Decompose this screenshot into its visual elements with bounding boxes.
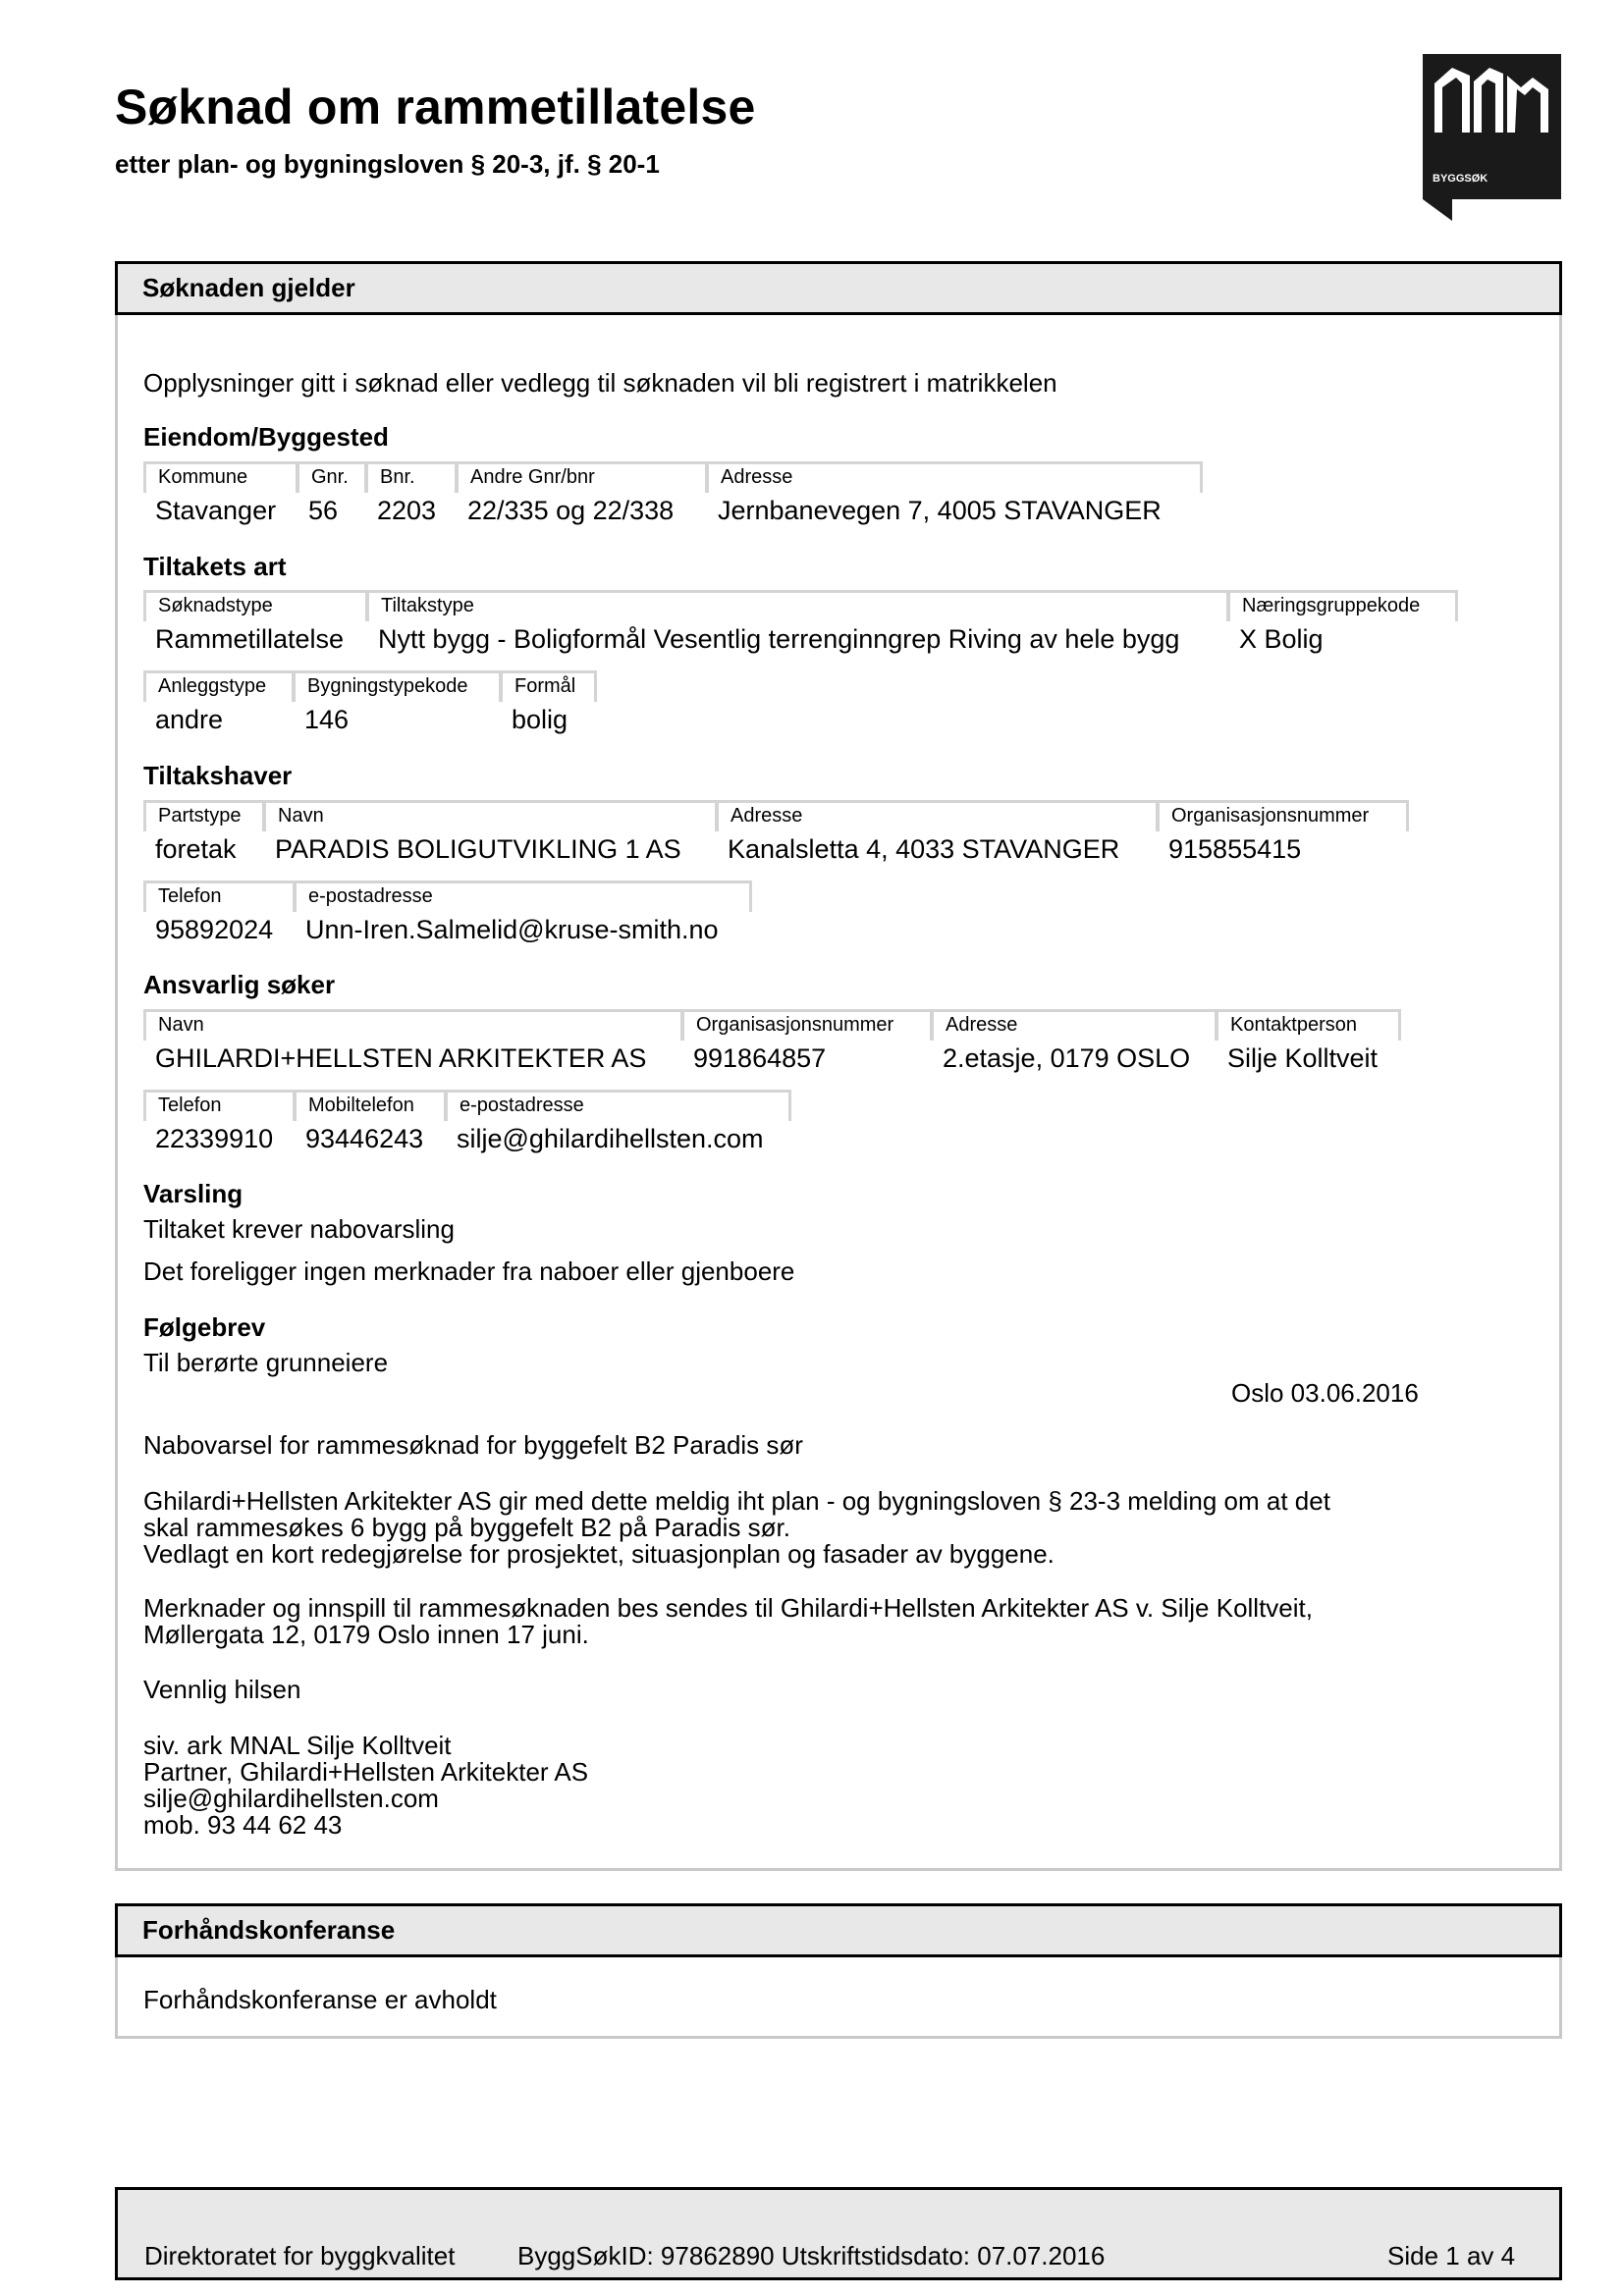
ansvarlig-telefon-value: 22339910 — [155, 1124, 274, 1153]
ansvarlig-adresse-field — [931, 1009, 1215, 1076]
forhandskonferanse-text: Forhåndskonferanse er avholdt — [143, 1985, 497, 2014]
folgebrev-paragraph-2-line-2: Møllergata 12, 0179 Oslo innen 17 juni. — [143, 1620, 589, 1649]
soknadstype-label: Søknadstype — [143, 590, 365, 621]
ansvarlig-adresse-value: 2.etasje, 0179 OSLO — [943, 1043, 1191, 1073]
signature-line-3: silje@ghilardihellsten.com — [143, 1784, 439, 1813]
footer-page-number: Side 1 av 4 — [1387, 2241, 1516, 2270]
bnr-label: Bnr. — [365, 461, 455, 493]
andre-gnr-label: Andre Gnr/bnr — [456, 461, 705, 493]
ansvarlig-epost-field — [445, 1090, 788, 1156]
varsling-heading: Varsling — [143, 1179, 243, 1208]
tiltakshaver-epost-value: Unn-Iren.Salmelid@kruse-smith.no — [305, 915, 719, 944]
ansvarlig-soker-heading: Ansvarlig søker — [143, 970, 336, 999]
folgebrev-paragraph-1-line-1: Ghilardi+Hellsten Arkitekter AS gir med dette meldig iht plan - og bygningsloven § 23-3 melding om at det — [143, 1486, 1330, 1516]
folgebrev-paragraph-1-line-3: Vedlagt en kort redegjørelse for prosjektet, situasjonplan og fasader av byggene. — [143, 1539, 1055, 1569]
tiltakshaver-epost-field — [294, 881, 749, 947]
tiltakshaver-adresse-field — [716, 800, 1156, 867]
tiltakshaver-adresse-value: Kanalsletta 4, 4033 STAVANGER — [728, 834, 1120, 864]
ansvarlig-telefon-label: Telefon — [143, 1090, 293, 1121]
anleggstype-label: Anleggstype — [143, 670, 292, 702]
tiltakshaver-heading: Tiltakshaver — [143, 761, 293, 790]
bygningstypekode-label: Bygningstypekode — [293, 670, 499, 702]
signature-line-1: siv. ark MNAL Silje Kolltveit — [143, 1731, 452, 1760]
kommune-label: Kommune — [143, 461, 296, 493]
anleggstype-field — [143, 670, 292, 737]
ansvarlig-org-value: 991864857 — [693, 1043, 827, 1073]
naeringsgruppekode-label: Næringsgruppekode — [1227, 590, 1455, 621]
eiendom-adresse-field — [706, 461, 1200, 528]
naeringsgruppekode-value: X Bolig — [1239, 624, 1324, 654]
kontaktperson-field — [1216, 1009, 1398, 1076]
bygningstypekode-value: 146 — [304, 705, 350, 734]
byggsok-logo — [1423, 54, 1561, 221]
folgebrev-date: Oslo 03.06.2016 — [1231, 1378, 1419, 1408]
footer-byggsok-id: ByggSøkID: 97862890 Utskriftstidsdato: 07.07.2016 — [517, 2241, 1106, 2270]
tiltakshaver-telefon-field — [143, 881, 293, 947]
tiltakshaver-navn-label: Navn — [263, 800, 715, 831]
tiltakshaver-telefon-value: 95892024 — [155, 915, 274, 944]
ansvarlig-navn-value: GHILARDI+HELLSTEN ARKITEKTER AS — [155, 1043, 647, 1073]
gnr-value: 56 — [308, 496, 339, 525]
tiltak-heading: Tiltakets art — [143, 552, 287, 581]
eiendom-heading: Eiendom/Byggested — [143, 422, 389, 452]
bygningstypekode-field — [293, 670, 499, 737]
section-heading: Søknaden gjelder — [115, 261, 1562, 315]
ansvarlig-navn-label: Navn — [143, 1009, 680, 1041]
formal-field — [500, 670, 594, 737]
page-footer — [115, 2187, 1562, 2280]
folgebrev-paragraph-1-line-2: skal rammesøkes 6 bygg på byggefelt B2 på Paradis sør. — [143, 1513, 790, 1542]
footer-organization: Direktoratet for byggkvalitet — [144, 2241, 456, 2270]
tiltakshaver-navn-value: PARADIS BOLIGUTVIKLING 1 AS — [275, 834, 681, 864]
partstype-field — [143, 800, 262, 867]
ansvarlig-org-label: Organisasjonsnummer — [681, 1009, 930, 1041]
formal-label: Formål — [500, 670, 594, 702]
kommune-field — [143, 461, 296, 528]
ansvarlig-org-field — [681, 1009, 930, 1076]
mobiltelefon-label: Mobiltelefon — [294, 1090, 444, 1121]
tiltakshaver-adresse-label: Adresse — [716, 800, 1156, 831]
tiltakshaver-navn-field — [263, 800, 715, 867]
signature-line-4: mob. 93 44 62 43 — [143, 1810, 343, 1840]
eiendom-adresse-label: Adresse — [706, 461, 1200, 493]
formal-value: bolig — [512, 705, 568, 734]
gnr-field — [297, 461, 364, 528]
ansvarlig-epost-value: silje@ghilardihellsten.com — [457, 1124, 764, 1153]
ansvarlig-epost-label: e-postadresse — [445, 1090, 788, 1121]
naeringsgruppekode-field — [1227, 590, 1455, 657]
folgebrev-subject: Nabovarsel for rammesøknad for byggefelt B2 Paradis sør — [143, 1430, 803, 1460]
varsling-line-1: Tiltaket krever nabovarsling — [143, 1214, 455, 1244]
partstype-label: Partstype — [143, 800, 262, 831]
ansvarlig-navn-field — [143, 1009, 680, 1076]
kommune-value: Stavanger — [155, 496, 277, 525]
folgebrev-recipient: Til berørte grunneiere — [143, 1348, 389, 1377]
mobiltelefon-value: 93446243 — [305, 1124, 424, 1153]
tiltakshaver-org-value: 915855415 — [1168, 834, 1302, 864]
eiendom-adresse-value: Jernbanevegen 7, 4005 STAVANGER — [718, 496, 1162, 525]
tiltakshaver-epost-label: e-postadresse — [294, 881, 749, 912]
mobiltelefon-field — [294, 1090, 444, 1156]
document-title: Søknad om rammetillatelse — [115, 80, 756, 134]
anleggstype-value: andre — [155, 705, 224, 734]
varsling-line-2: Det foreligger ingen merknader fra naboer eller gjenboere — [143, 1256, 795, 1286]
folgebrev-paragraph-2-line-1: Merknader og innspill til rammesøknaden bes sendes til Ghilardi+Hellsten Arkitekter AS v. Silje Kolltveit, — [143, 1593, 1313, 1623]
logo-text: BYGGSØK — [1433, 173, 1488, 185]
signature-line-2: Partner, Ghilardi+Hellsten Arkitekter AS — [143, 1757, 589, 1787]
bnr-value: 2203 — [377, 496, 437, 525]
tiltakshaver-org-field — [1157, 800, 1406, 867]
tiltakstype-value: Nytt bygg - Boligformål Vesentlig terrenginngrep Riving av hele bygg — [378, 624, 1180, 654]
tiltakshaver-org-label: Organisasjonsnummer — [1157, 800, 1406, 831]
kontaktperson-value: Silje Kolltveit — [1227, 1043, 1379, 1073]
section-forhandskonferanse — [115, 1903, 1562, 2039]
ansvarlig-adresse-label: Adresse — [931, 1009, 1215, 1041]
partstype-value: foretak — [155, 834, 237, 864]
tiltakstype-field — [366, 590, 1226, 657]
kontaktperson-label: Kontaktperson — [1216, 1009, 1398, 1041]
section-heading: Forhåndskonferanse — [115, 1903, 1562, 1957]
andre-gnr-field — [456, 461, 705, 528]
folgebrev-heading: Følgebrev — [143, 1312, 266, 1342]
document-subtitle: etter plan- og bygningsloven § 20-3, jf. § 20-1 — [115, 149, 660, 179]
gnr-label: Gnr. — [297, 461, 364, 493]
folgebrev-greeting: Vennlig hilsen — [143, 1675, 301, 1704]
bnr-field — [365, 461, 455, 528]
soknadstype-field — [143, 590, 365, 657]
intro-text: Opplysninger gitt i søknad eller vedlegg til søknaden vil bli registrert i matrikkelen — [143, 368, 1057, 398]
tiltakstype-label: Tiltakstype — [366, 590, 1226, 621]
ansvarlig-telefon-field — [143, 1090, 293, 1156]
andre-gnr-value: 22/335 og 22/338 — [467, 496, 675, 525]
soknadstype-value: Rammetillatelse — [155, 624, 345, 654]
tiltakshaver-telefon-label: Telefon — [143, 881, 293, 912]
